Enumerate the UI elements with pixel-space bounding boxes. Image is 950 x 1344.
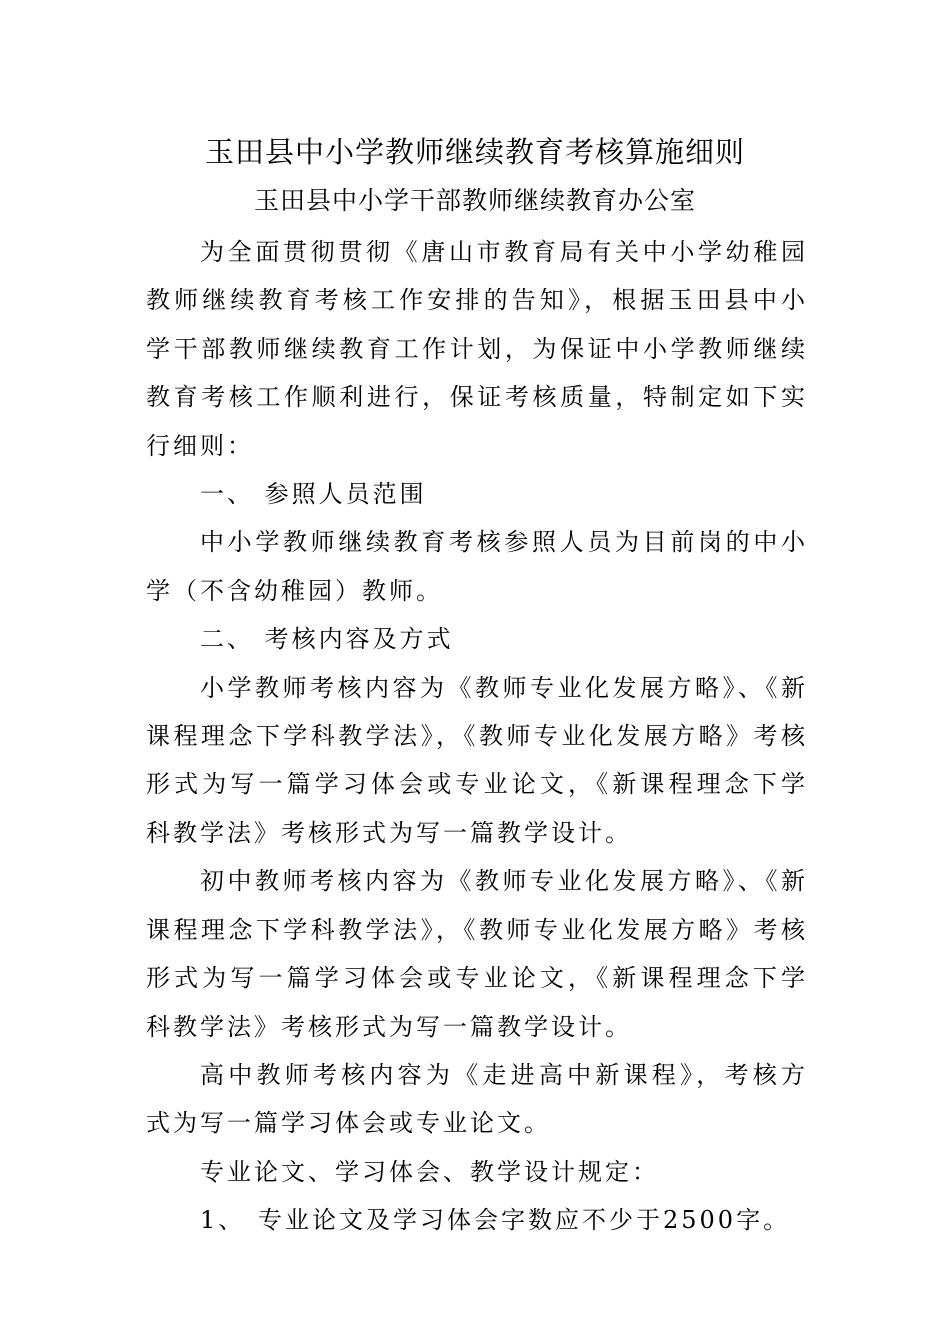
requirement-item-1 [146,1196,808,1244]
requirement-1-number: 1、 [200,1206,246,1235]
primary-teacher-paragraph: 小学教师考核内容为《教师专业化发展方略》、《新课程理念下学科教学法》，《教师专业化发展方略》考核形式为写一篇学习体会或专业论文，《新课程理念下学科教学法》考核形式为写一篇教学设计。 [146,673,808,847]
section1-heading: 一、 参照人员范围 [200,480,427,509]
requirement-1-text: 专业论文及学习体会字数应不少于2500字。 [258,1206,791,1235]
document-issuer: 玉田县中小学干部教师继续教育办公室 [253,186,696,215]
intro-paragraph: 为全面贯彻贯彻《唐山市教育局有关中小学幼稚园教师继续教育考核工作安排的告知》，根据玉田县中小学干部教师继续教育工作计划，为保证中小学教师继续教育考核工作顺利进行，保证考核质量，特制定如下实行细则： [146,238,808,460]
section2-heading: 二、 考核内容及方式 [200,625,454,654]
section1-paragraph: 中小学教师继续教育考核参照人员为目前岗的中小学（不含幼稚园）教师。 [146,528,808,605]
document-title: 玉田县中小学教师继续教育考核算施细则 [204,135,745,169]
requirements-heading: 专业论文、学习体会、教学设计规定： [200,1157,659,1186]
junior-teacher-paragraph: 初中教师考核内容为《教师专业化发展方略》、《新课程理念下学科教学法》，《教师专业化发展方略》考核形式为写一篇学习体会或专业论文，《新课程理念下学科教学法》考核形式为写一篇教学设计。 [146,867,808,1041]
senior-teacher-paragraph: 高中教师考核内容为《走进高中新课程》，考核方式为写一篇学习体会或专业论文。 [146,1060,808,1138]
document-body [146,228,808,1245]
